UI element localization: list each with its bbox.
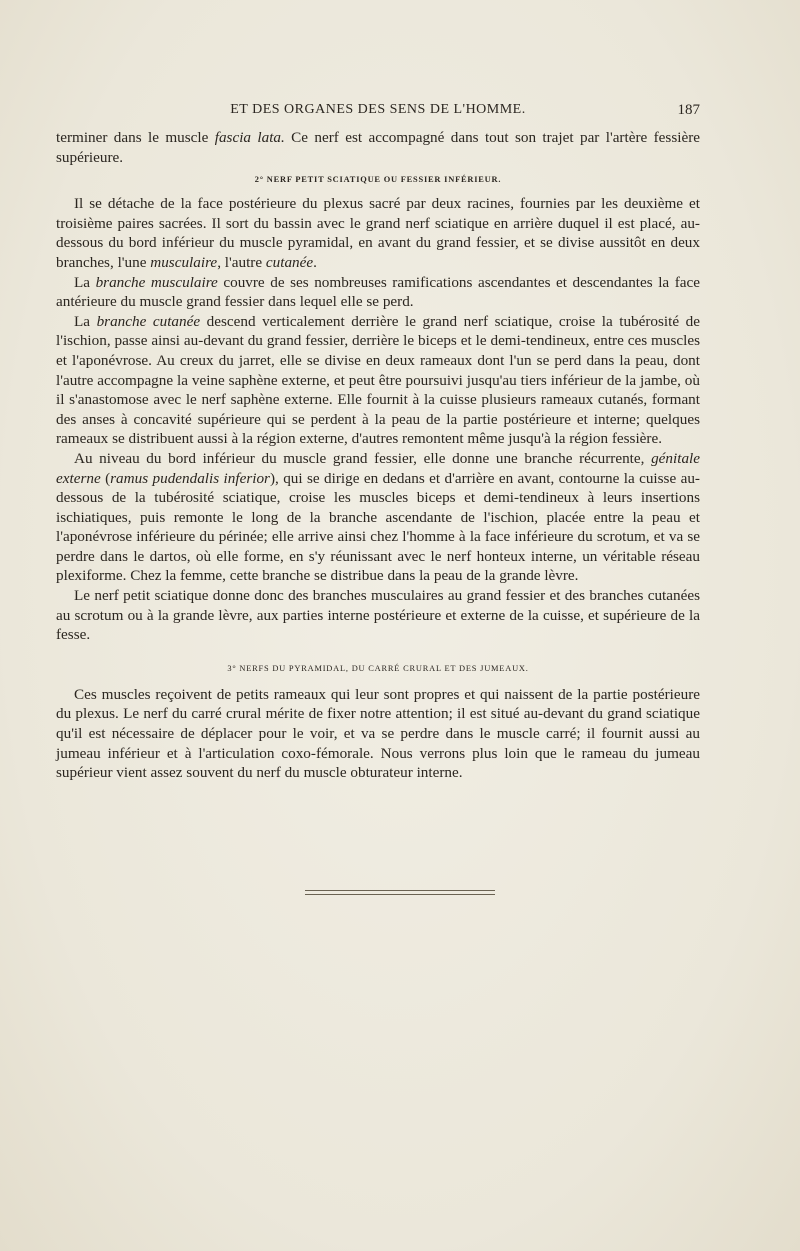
section-heading-pyramidal: 3° NERFS DU PYRAMIDAL, DU CARRÉ CRURAL ET DES JUMEAUX. <box>227 663 529 673</box>
text-run: Ce nerf est accompagné dans tout son trajet par l'artère fessière supérieure. <box>56 129 700 166</box>
paragraph-continuation <box>56 128 700 167</box>
text-run: descend verticalement derrière le grand nerf sciatique, croise la tubérosité de l'ischion, passe ainsi au-devant du grand fessier, derrière le biceps et le demi-tendineux, entre ces muscles et l'aponévrose. Au creux du jarret, elle se divise en deux rameaux dont l'un se perd dans la peau, dont l'autre accompagne la veine saphène externe, et peut être poursuivi jusqu'au tiers inférieur de la jambe, où il s'anastomose avec le nerf saphène externe. Elle fournit à la cuisse plusieurs rameaux cutanés, formant des anses à concavité supérieure qui se perdent à la peau de la partie postérieure et interne; quelques rameaux se distribuent aussi à la région externe, d'autres remontent même jusqu'à la région fessière. <box>56 312 700 448</box>
paragraph <box>56 273 700 312</box>
running-title: ET DES ORGANES DES SENS DE L'HOMME. <box>230 102 526 117</box>
text-run: couvre de ses nombreuses ramifications ascendantes et descendantes la face antérieure du muscle grand fessier dans lequel elle se perd. <box>56 273 700 311</box>
text-run: La <box>74 312 97 330</box>
text-run: ( <box>100 469 111 487</box>
italic-run: génitale externe <box>56 449 700 487</box>
italic-run: branche cutanée <box>96 312 201 330</box>
page-number: 187 <box>677 102 700 118</box>
text-run: Au niveau du bord inférieur du muscle grand fessier, elle donne une branche récurrente, <box>74 449 652 467</box>
italic-run: ramus pudendalis inferior <box>110 469 270 487</box>
text-run: La <box>74 273 96 291</box>
italic-run: fascia lata. <box>214 129 285 146</box>
italic-run: cutanée <box>265 253 314 271</box>
text-run: Il se détache de la face postérieure du plexus sacré par deux racines, fournies par les deuxième et troisième paires sacrées. Il sort du bassin avec le grand nerf sciatique en arrière duquel il est placé, au-dessous du bord inférieur du muscle pyramidal, en avant du grand fessier, et se divise aussitôt en deux branches, l'une <box>56 195 700 271</box>
text-run: , l'autre <box>217 253 266 271</box>
end-rule-divider <box>305 890 495 895</box>
page-body <box>56 128 700 783</box>
text-run: . <box>313 253 317 271</box>
italic-run: branche musculaire <box>95 273 218 291</box>
page-header <box>56 100 700 120</box>
section-heading-petit-sciatique: 2° NERF PETIT SCIATIQUE OU FESSIER INFÉRIEUR. <box>254 175 502 185</box>
paragraph: Le nerf petit sciatique donne donc des branches musculaires au grand fessier et des branches cutanées au scrotum ou à la grande lèvre, aux parties interne postérieure et externe de la cuisse, et supérieure de la fesse. <box>56 587 700 644</box>
italic-run: musculaire <box>150 253 218 271</box>
paragraph <box>56 194 700 272</box>
paragraph: Ces muscles reçoivent de petits rameaux qui leur sont propres et qui naissent de la partie postérieure du plexus. Le nerf du carré crural mérite de fixer notre attention; il est situé au-devant du grand sciatique qu'il est nécessaire de déplacer pour le voir, et va se perdre dans le muscle carré; il fournit aussi au jumeau inférieur et à l'articulation coxo-fémorale. Nous verrons plus loin que le rameau du jumeau supérieur vient assez souvent du nerf du muscle obturateur interne. <box>56 685 700 782</box>
text-run: ), qui se dirige en dedans et d'arrière en avant, contourne la cuisse au-dessous de la tubérosité sciatique, croise les muscles biceps et demi-tendineux à leurs insertions ischiatiques, puis remonte le long de la branche ascendante de l'ischion, placée entre la peau et l'aponévrose inférieure du périnée; elle arrive ainsi chez l'homme à la face inférieure du scrotum, et va se perdre dans le dartos, où elle forme, en s'y réunissant avec le nerf honteux interne, un véritable réseau plexiforme. Chez la femme, cette branche se distribue dans la peau de la grande lèvre. <box>56 469 700 585</box>
paragraph <box>56 449 700 586</box>
paragraph <box>56 312 700 449</box>
text-run: terminer dans le muscle <box>56 129 215 146</box>
